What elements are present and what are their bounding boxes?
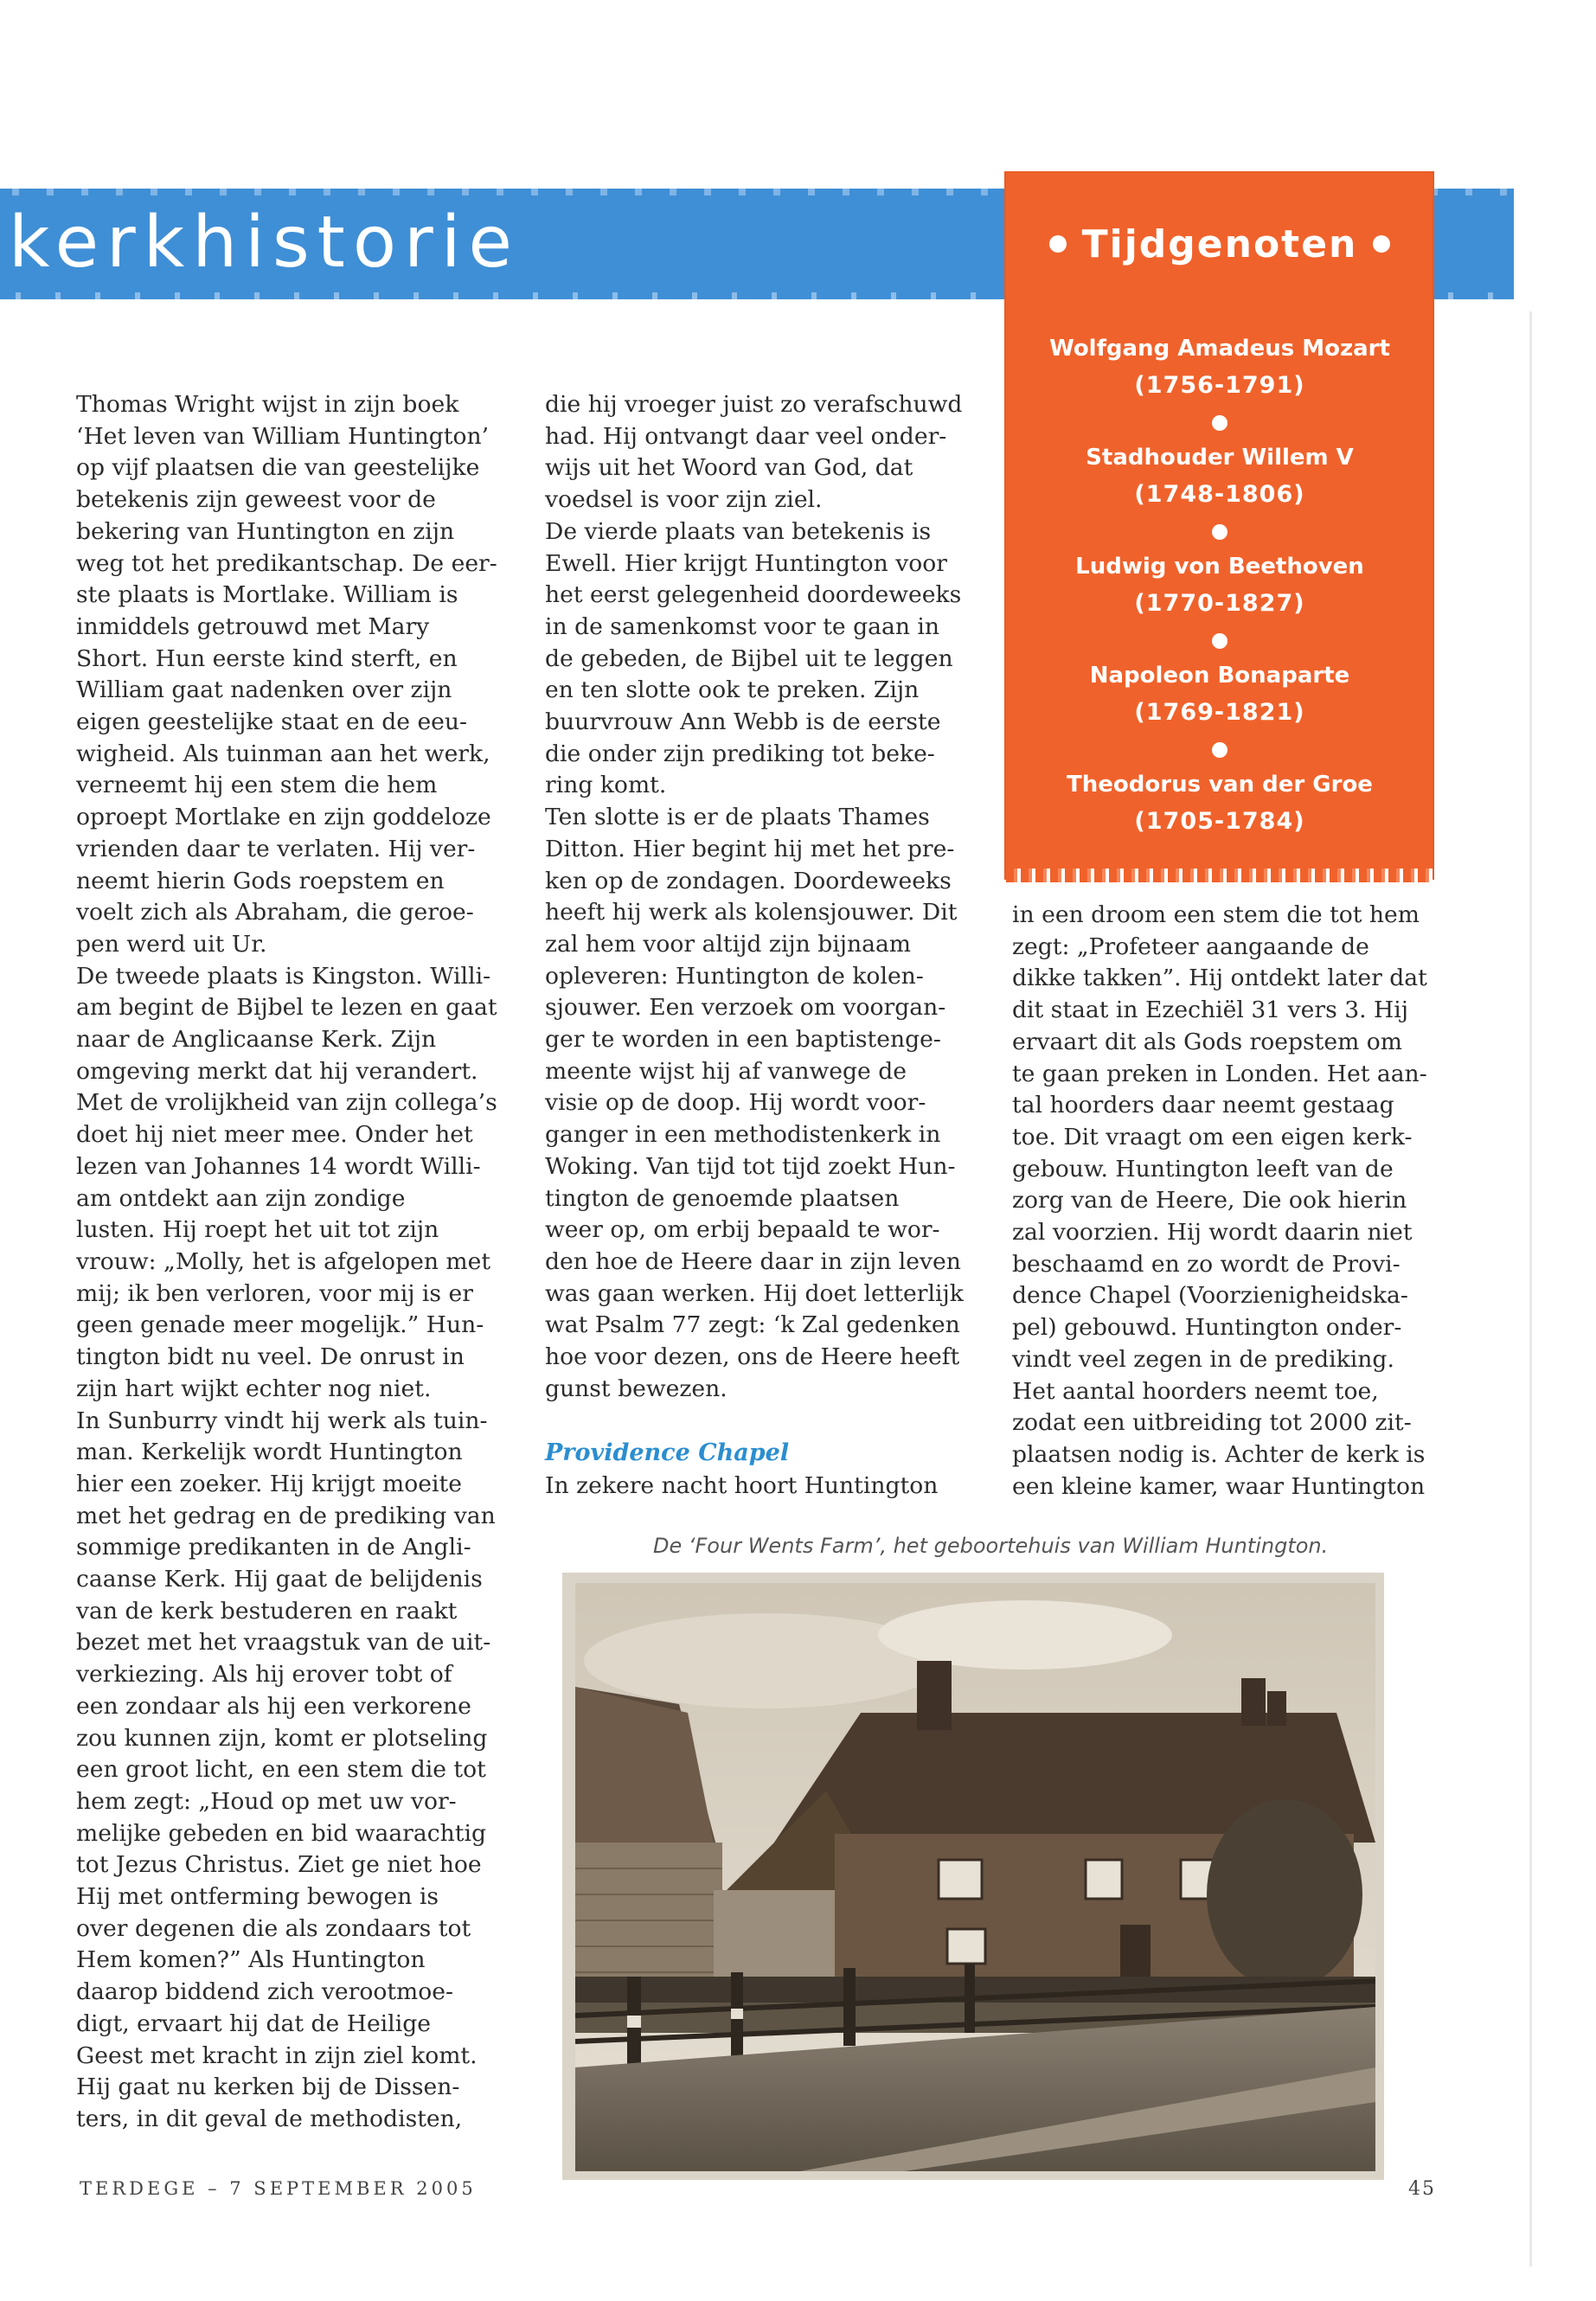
text-line: beschaamd en zo wordt de Provi-: [1012, 1250, 1401, 1278]
text-line: neemt hierin Gods roepstem en: [76, 867, 445, 894]
person-entry: [1012, 548, 1427, 625]
text-line: De vierde plaats van betekenis is: [545, 517, 932, 545]
text-line: heeft hij werk als kolensjouwer. Dit: [545, 899, 958, 926]
text-line: Ewell. Hier krijgt Huntington voor: [545, 549, 948, 577]
subheading: Providence Chapel: [545, 1439, 790, 1466]
page-number: 45: [1408, 2178, 1436, 2200]
text-line: verkiezing. Als hij erover tobt of: [76, 1661, 452, 1689]
bullet-icon: [1373, 235, 1390, 253]
text-line: toe. Dit vraagt om een eigen kerk-: [1012, 1123, 1413, 1150]
text-line: voelt zich als Abraham, die geroe-: [76, 899, 474, 926]
bullet-icon: [1212, 524, 1227, 540]
text-line: am ontdekt aan zijn zondige: [76, 1184, 406, 1212]
text-line: zal voorzien. Hij wordt daarin niet: [1012, 1219, 1413, 1247]
text-line: was gaan werken. Hij doet letterlijk: [545, 1279, 964, 1307]
text-line: bezet met het vraagstuk van de uit-: [76, 1629, 491, 1657]
text-line: dikke takken”. Hij ontdekt later dat: [1012, 965, 1427, 992]
text-line: Met de vrolijkheid van zijn collega’s: [76, 1089, 497, 1117]
person-name: Wolfgang Amadeus Mozart: [1049, 336, 1390, 362]
text-line: pen werd uit Ur.: [76, 930, 267, 958]
text-line: buurvrouw Ann Webb is de eerste: [545, 708, 941, 736]
text-line: zou kunnen zijn, komt er plotseling: [76, 1724, 488, 1752]
text-line: lusten. Hij roept het uit tot zijn: [76, 1216, 439, 1244]
text-line: melijke gebeden en bid waarachtig: [76, 1819, 486, 1847]
text-line: Het aantal hoorders neemt toe,: [1012, 1377, 1379, 1405]
text-line: ken op de zondagen. Doordeweeks: [545, 867, 952, 894]
person-name: Napoleon Bonaparte: [1089, 663, 1350, 689]
text-line: Ditton. Hier begint hij met het pre-: [545, 835, 955, 862]
sidebar-heading-text: Tijdgenoten: [1081, 221, 1358, 266]
text-line: die onder zijn prediking tot beke-: [545, 740, 935, 767]
text-line: William gaat nadenken over zijn: [76, 676, 452, 704]
text-line: een zondaar als hij een verkorene: [76, 1692, 471, 1720]
text-line: visie op de doop. Hij wordt voor-: [545, 1089, 926, 1117]
contemporaries-list: [1012, 330, 1427, 843]
text-line: sommige predikanten in de Angli-: [76, 1534, 471, 1561]
text-line: vrienden daar te verlaten. Hij ver-: [76, 835, 476, 862]
person-entry: [1012, 330, 1427, 407]
text-line: daarop biddend zich verootmoe-: [76, 1978, 453, 2006]
text-line: op vijf plaatsen die van geestelijke: [76, 454, 480, 482]
article-column-1: [76, 389, 509, 2136]
text-line: over degenen die als zondaars tot: [76, 1914, 471, 1942]
person-years: (1770-1827): [1134, 590, 1305, 617]
text-line: In Sunburry vindt hij werk als tuin-: [76, 1407, 488, 1434]
text-line: bekering van Huntington en zijn: [76, 517, 455, 545]
text-line: den hoe de Heere daar in zijn leven: [545, 1247, 961, 1275]
article-column-2-continuation: In zekere nacht hoort Huntington: [545, 1472, 939, 1499]
bullet-icon: [1212, 633, 1227, 649]
text-line: hier een zoeker. Hij krijgt moeite: [76, 1470, 462, 1497]
text-line: dence Chapel (Voorzienigheidska-: [1012, 1282, 1408, 1310]
text-line: in de samenkomst voor te gaan in: [545, 612, 940, 640]
text-line: tot Jezus Christus. Ziet ge niet hoe: [76, 1851, 482, 1879]
person-years: (1705-1784): [1134, 808, 1305, 835]
text-line: zegt: „Profeteer aangaande de: [1012, 933, 1369, 960]
text-line: de gebeden, de Bijbel uit te leggen: [545, 644, 953, 672]
text-line: zal hem voor altijd zijn bijnaam: [545, 930, 912, 958]
text-line: am begint de Bijbel te lezen en gaat: [76, 994, 497, 1022]
sidebar-heading: [1012, 189, 1427, 299]
text-line: een kleine kamer, waar Huntington: [1012, 1472, 1426, 1500]
person-entry: [1012, 766, 1427, 843]
text-line: in een droom een stem die tot hem: [1012, 901, 1420, 928]
text-line: met het gedrag en de prediking van: [76, 1502, 496, 1529]
text-line: Hij met ontferming bewogen is: [76, 1883, 439, 1911]
text-line: ervaart dit als Gods roepstem om: [1012, 1028, 1403, 1055]
text-line: plaatsen nodig is. Achter de kerk is: [1012, 1440, 1426, 1468]
text-line: Thomas Wright wijst in zijn boek: [76, 391, 459, 418]
text-line: tington bidt nu veel. De onrust in: [76, 1343, 465, 1371]
text-line: een groot licht, en een stem die tot: [76, 1756, 486, 1784]
text-line: lezen van Johannes 14 wordt Willi-: [76, 1152, 481, 1180]
text-line: Hem komen?” Als Huntington: [76, 1946, 426, 1974]
text-line: Short. Hun eerste kind sterft, en: [76, 644, 458, 672]
page-edge-shadow: [1529, 311, 1532, 2266]
text-line: ste plaats is Mortlake. William is: [76, 581, 458, 609]
text-line: tal hoorders daar neemt gestaag: [1012, 1092, 1394, 1119]
text-line: vindt veel zegen in de prediking.: [1012, 1345, 1394, 1373]
person-name: Ludwig von Beethoven: [1075, 554, 1364, 580]
bullet-icon: [1212, 415, 1227, 431]
farmhouse-photo: [575, 1583, 1375, 2171]
text-line: Geest met kracht in zijn ziel komt.: [76, 2041, 478, 2069]
text-line: omgeving merkt dat hij verandert.: [76, 1057, 478, 1085]
text-line: van de kerk bestuderen en raakt: [76, 1597, 458, 1625]
text-line: wijs uit het Woord van God, dat: [545, 454, 913, 482]
text-line: Ten slotte is er de plaats Thames: [545, 804, 930, 831]
text-line: en ten slotte ook te preken. Zijn: [545, 676, 920, 704]
article-column-3: [1012, 900, 1445, 1503]
text-line: hoe voor dezen, ons de Heere heeft: [545, 1343, 960, 1371]
section-title: kerkhistorie: [9, 202, 520, 284]
text-line: verneemt hij een stem die hem: [76, 772, 438, 799]
text-line: inmiddels getrouwd met Mary: [76, 612, 430, 640]
text-line: weer op, om erbij bepaald te wor-: [545, 1216, 940, 1244]
separator: [1012, 734, 1427, 766]
text-line: digt, ervaart hij dat de Heilige: [76, 2009, 431, 2037]
text-line: wat Psalm 77 zegt: ‘k Zal gedenken: [545, 1311, 960, 1339]
text-line: ters, in dit geval de methodisten,: [76, 2105, 463, 2132]
sidebar-torn-edge: [1006, 868, 1433, 882]
text-line: opleveren: Huntington de kolen-: [545, 962, 924, 990]
person-entry: [1012, 657, 1427, 734]
photo-caption: De ‘Four Wents Farm’, het geboortehuis van William Huntington.: [653, 1534, 1329, 1558]
text-line: het eerst gelegenheid doordeweeks: [545, 581, 962, 609]
text-line: caanse Kerk. Hij gaat de belijdenis: [76, 1566, 483, 1593]
text-line: hem zegt: „Houd op met uw vor-: [76, 1787, 457, 1815]
text-line: mij; ik ben verloren, voor mij is er: [76, 1279, 473, 1307]
text-line: die hij vroeger juist zo verafschuwd: [545, 391, 963, 418]
text-line: tington de genoemde plaatsen: [545, 1184, 900, 1212]
text-line: zodat een uitbreiding tot 2000 zit-: [1012, 1409, 1412, 1437]
person-years: (1748-1806): [1134, 481, 1305, 508]
text-line: Hij gaat nu kerken bij de Dissen-: [76, 2073, 460, 2101]
text-line: dit staat in Ezechiël 31 vers 3. Hij: [1012, 997, 1408, 1024]
article-column-2: [545, 389, 977, 1406]
text-line: De tweede plaats is Kingston. Willi-: [76, 962, 491, 990]
person-years: (1756-1791): [1134, 372, 1305, 399]
bullet-icon: [1212, 742, 1227, 758]
text-line: naar de Anglicaanse Kerk. Zijn: [76, 1026, 437, 1054]
text-line: eigen geestelijke staat en de eeu-: [76, 708, 468, 736]
text-line: wigheid. Als tuinman aan het werk,: [76, 740, 490, 767]
text-line: betekenis zijn geweest voor de: [76, 486, 436, 514]
separator: [1012, 625, 1427, 657]
text-line: ring komt.: [545, 772, 667, 799]
text-line: gebouw. Huntington leeft van de: [1012, 1155, 1394, 1183]
text-line: ‘Het leven van William Huntington’: [76, 422, 490, 450]
text-line: weg tot het predikantschap. De eer-: [76, 549, 497, 577]
text-line: had. Hij ontvangt daar veel onder-: [545, 422, 947, 450]
text-line: gunst bewezen.: [545, 1375, 727, 1402]
bullet-icon: [1049, 235, 1067, 253]
text-line: vrouw: „Molly, het is afgelopen met: [76, 1247, 491, 1275]
text-line: ganger in een methodistenkerk in: [545, 1121, 941, 1149]
text-line: zorg van de Heere, Die ook hierin: [1012, 1187, 1407, 1215]
text-line: sjouwer. Een verzoek om voorgan-: [545, 994, 946, 1022]
text-line: ger te worden in een baptistenge-: [545, 1026, 941, 1054]
text-line: voedsel is voor zijn ziel.: [545, 486, 823, 514]
separator: [1012, 407, 1427, 439]
text-line: pel) gebouwd. Huntington onder-: [1012, 1314, 1402, 1342]
text-line: te gaan preken in Londen. Het aan-: [1012, 1060, 1427, 1087]
text-line: zijn hart wijkt echter nog niet.: [76, 1375, 432, 1402]
text-line: meente wijst hij af vanwege de: [545, 1057, 907, 1085]
separator: [1012, 516, 1427, 548]
publication-footer: TERDEGE – 7 SEPTEMBER 2005: [80, 2178, 477, 2199]
text-line: doet hij niet meer mee. Onder het: [76, 1121, 473, 1149]
text-line: man. Kerkelijk wordt Huntington: [76, 1439, 463, 1466]
text-line: geen genade meer mogelijk.” Hun-: [76, 1311, 484, 1339]
text-line: oproept Mortlake en zijn goddeloze: [76, 804, 491, 831]
person-years: (1769-1821): [1134, 699, 1305, 726]
person-name: Stadhouder Willem V: [1086, 445, 1354, 471]
person-entry: [1012, 439, 1427, 516]
text-line: Woking. Van tijd tot tijd zoekt Hun-: [545, 1152, 956, 1180]
person-name: Theodorus van der Groe: [1067, 772, 1373, 798]
